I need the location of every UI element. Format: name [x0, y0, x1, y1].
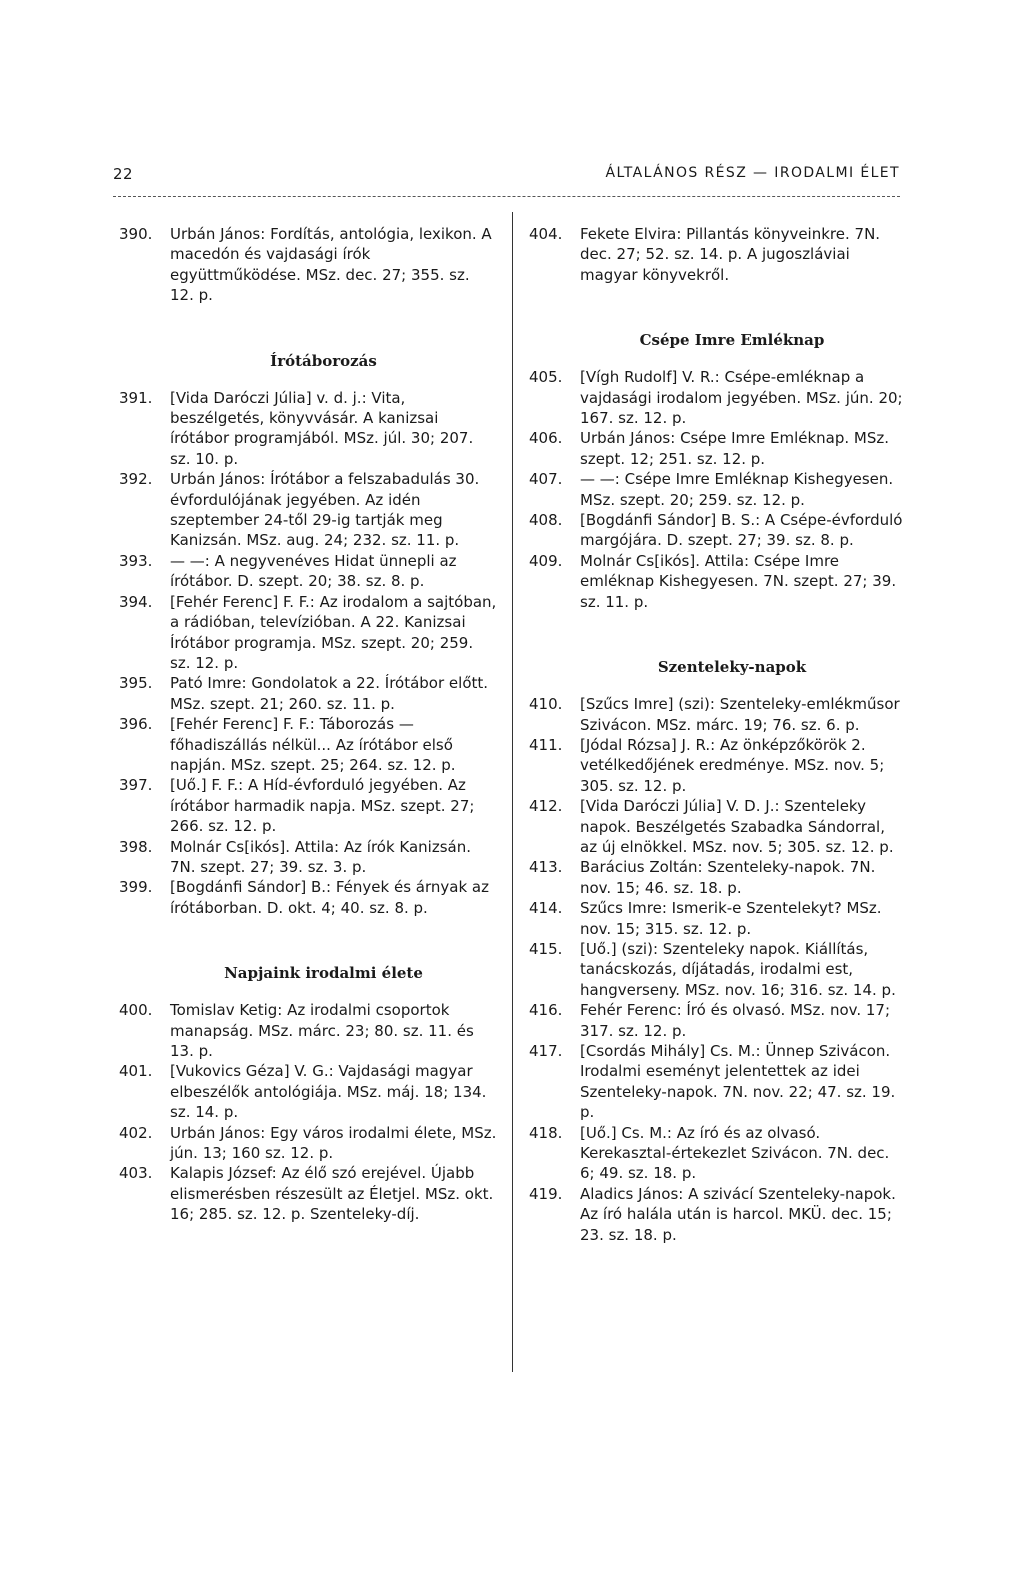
entry-number: 419.: [529, 1184, 563, 1203]
bibliography-entry: [529, 469, 905, 510]
entry-number: 417.: [529, 1042, 563, 1060]
bibliography-entry: [529, 1184, 905, 1245]
entry-number: 404.: [529, 225, 563, 243]
entry-number: 418.: [529, 1123, 563, 1142]
bibliography-entry: [529, 735, 905, 796]
entry-text: [Vígh Rudolf] V. R.: Csépe-emléknap a vajdasági irodalom jegyében. MSz. jún. 20; 167. sz. 12. p.: [580, 368, 903, 428]
entry-text: [Jódal Rózsa] J. R.: Az önképzőkörök 2. vetélkedőjének eredménye. MSz. nov. 5; 305. sz. 12. p.: [580, 735, 885, 795]
entry-text: [Vida Daróczi Júlia] v. d. j.: Vita, beszélgetés, könyvvásár. A kanizsai írótábor programjából. MSz. júl. 30; 207. sz. 10. p.: [170, 388, 474, 468]
entry-text: Tomislav Ketig: Az irodalmi csoportok manapság. MSz. márc. 23; 80. sz. 11. és 13. p.: [170, 1001, 474, 1060]
bibliography-entry: [529, 898, 905, 939]
bibliography-entry: [529, 939, 905, 1000]
entry-number: 394.: [119, 592, 153, 611]
entry-number: 397.: [119, 776, 153, 795]
entry-text: [Fehér Ferenc] F. F.: Az irodalom a sajtóban, a rádióban, televízióban. A 22. Kanizsai Írótábor programja. MSz. szept. 20; 259. sz. 12. p.: [170, 592, 497, 672]
section-heading: Szenteleky-napok: [657, 658, 807, 677]
bibliography-entry: [119, 775, 498, 836]
entry-number: 393.: [119, 551, 153, 570]
entry-number: 402.: [119, 1123, 153, 1142]
entry-text: [Vida Daróczi Júlia] V. D. J.: Szenteleky napok. Beszélgetés Szabadka Sándorral, az új elnökkel. MSz. nov. 5; 305. sz. 12. p.: [580, 797, 894, 856]
entry-text: — —: Csépe Imre Emléknap Kishegyesen. MSz. szept. 20; 259. sz. 12. p.: [580, 470, 894, 509]
entry-text: Szűcs Imre: Ismerik-e Szentelekyt? MSz. nov. 15; 315. sz. 12. p.: [580, 899, 882, 938]
entry-text: [Uő.] F. F.: A Híd-évforduló jegyében. Az írótábor harmadik napja. MSz. szept. 27; 266. sz. 12. p.: [170, 776, 475, 836]
entry-text: Kalapis József: Az élő szó erejével. Újabb elismerésben részesült az Életjel. MSz. okt. 16; 285. sz. 12. p. Szenteleky-díj.: [170, 1164, 494, 1224]
left-column: [119, 224, 498, 1225]
entry-number: 399.: [119, 878, 153, 897]
entry-text: Molnár Cs[ikós]. Attila: Csépe Imre emléknap Kishegyesen. 7N. szept. 27; 39. sz. 11. p.: [580, 551, 897, 611]
entry-text: Fekete Elvira: Pillantás könyveinkre. 7N. dec. 27; 52. sz. 14. p. A jugoszláviai magyar könyvekről.: [580, 225, 881, 284]
entry-text: Urbán János: Írótábor a felszabadulás 30. évfordulójának jegyében. Az idén szeptember 24-től 29-ig tartják meg Kanizsán. MSz. aug. 24; 232. sz. 11. p.: [170, 470, 480, 550]
bibliography-entry: [119, 224, 498, 306]
entry-number: 407.: [529, 470, 563, 489]
entry-number: 392.: [119, 470, 153, 489]
bibliography-entry: [119, 714, 498, 775]
entry-number: 391.: [119, 388, 153, 407]
bibliography-entry: [119, 551, 498, 592]
entry-number: 416.: [529, 1001, 563, 1020]
entry-number: 415.: [529, 939, 563, 958]
entry-text: [Bogdánfi Sándor] B.: Fények és árnyak az írótáborban. D. okt. 4; 40. sz. 8. p.: [170, 878, 489, 917]
bibliography-entry: [529, 857, 905, 898]
bibliography-entry: [529, 1123, 905, 1184]
entry-text: Barácius Zoltán: Szenteleky-napok. 7N. nov. 15; 46. sz. 18. p.: [580, 858, 876, 897]
bibliography-entry: [119, 1061, 498, 1122]
entry-number: 406.: [529, 429, 563, 448]
page-number: 22: [113, 165, 134, 183]
entry-number: 403.: [119, 1164, 153, 1183]
bibliography-entry: [529, 428, 905, 469]
bibliography-entry: [119, 837, 498, 878]
entry-text: [Fehér Ferenc] F. F.: Táborozás — főhadiszállás nélkül... Az írótábor első napján. MSz. szept. 25; 264. sz. 12. p.: [170, 715, 456, 774]
bibliography-entry: [529, 510, 905, 551]
entry-text: [Vukovics Géza] V. G.: Vajdasági magyar elbeszélők antológiája. MSz. máj. 18; 134. sz. 14. p.: [170, 1062, 487, 1122]
bibliography-entry: [529, 551, 905, 612]
entry-text: Pató Imre: Gondolatok a 22. Írótábor előtt. MSz. szept. 21; 260. sz. 11. p.: [170, 674, 489, 713]
entry-number: 398.: [119, 837, 153, 856]
entry-number: 411.: [529, 735, 563, 754]
entry-text: [Csordás Mihály] Cs. M.: Ünnep Szivácon. Irodalmi eseményt jelentettek az idei Szenteleky-napok. 7N. nov. 22; 47. sz. 19. p.: [580, 1042, 896, 1122]
bibliography-entry: [119, 388, 498, 470]
bibliography-entry: [529, 367, 905, 428]
entry-text: [Szűcs Imre] (szi): Szenteleky-emlékműsor Szivácon. MSz. márc. 19; 76. sz. 6. p.: [580, 695, 900, 734]
running-head: ÁLTALÁNOS RÉSZ — IRODALMI ÉLET: [605, 165, 900, 181]
entry-number: 413.: [529, 858, 563, 877]
entry-number: 400.: [119, 1001, 153, 1020]
entry-number: 410.: [529, 695, 563, 714]
bibliography-entry: [529, 224, 905, 285]
entry-number: 390.: [119, 225, 153, 243]
bibliography-entry: [119, 673, 498, 714]
entry-text: [Bogdánfi Sándor] B. S.: A Csépe-évforduló margójára. D. szept. 27; 39. sz. 8. p.: [580, 511, 903, 550]
entry-number: 401.: [119, 1062, 153, 1081]
entry-text: Urbán János: Fordítás, antológia, lexikon. A macedón és vajdasági írók együttműködése. MSz. dec. 27; 355. sz. 12. p.: [170, 225, 492, 305]
entry-text: Fehér Ferenc: Író és olvasó. MSz. nov. 17; 317. sz. 12. p.: [580, 1001, 891, 1040]
bibliography-entry: [119, 877, 498, 918]
bibliography-entry: [529, 796, 905, 857]
bibliography-entry: [529, 1000, 905, 1041]
right-column: [529, 224, 905, 1245]
entry-text: [Uő.] (szi): Szenteleky napok. Kiállítás, tanácskozás, díjátadás, irodalmi est, hangverseny. MSz. nov. 16; 316. sz. 14. p.: [580, 939, 896, 999]
entry-text: Urbán János: Egy város irodalmi élete, MSz. jún. 13; 160 sz. 12. p.: [170, 1123, 497, 1163]
entry-text: Urbán János: Csépe Imre Emléknap. MSz. szept. 12; 251. sz. 12. p.: [580, 429, 890, 468]
entry-number: 395.: [119, 674, 153, 693]
entry-text: [Uő.] Cs. M.: Az író és az olvasó. Kerekasztal-értekezlet Szivácon. 7N. dec. 6; 49. sz. 18. p.: [580, 1123, 890, 1183]
entry-number: 409.: [529, 551, 563, 570]
section-heading: Írótáborozás: [270, 351, 377, 370]
entry-number: 408.: [529, 511, 563, 530]
entry-number: 414.: [529, 899, 563, 918]
column-divider: [512, 212, 513, 1372]
bibliography-entry: [119, 1000, 498, 1061]
bibliography-entry: [119, 1163, 498, 1224]
section-heading: Csépe Imre Emléknap: [639, 331, 825, 350]
entry-number: 405.: [529, 368, 563, 387]
entry-text: Aladics János: A szivácí Szenteleky-napok. Az író halála után is harcol. MKÜ. dec. 15; 23. sz. 18. p.: [580, 1184, 896, 1244]
section-heading: Napjaink irodalmi élete: [224, 964, 423, 983]
entry-number: 412.: [529, 797, 563, 816]
bibliography-entry: [119, 592, 498, 674]
bibliography-entry: [119, 1123, 498, 1164]
page-header: [113, 165, 900, 195]
entry-number: 396.: [119, 715, 153, 734]
bibliography-entry: [529, 1041, 905, 1123]
header-rule: [113, 196, 900, 197]
bibliography-entry: [529, 694, 905, 735]
entry-text: Molnár Cs[ikós]. Attila: Az írók Kanizsán. 7N. szept. 27; 39. sz. 3. p.: [170, 837, 472, 876]
bibliography-entry: [119, 469, 498, 551]
entry-text: — —: A negyvenéves Hidat ünnepli az írótábor. D. szept. 20; 38. sz. 8. p.: [170, 551, 457, 591]
